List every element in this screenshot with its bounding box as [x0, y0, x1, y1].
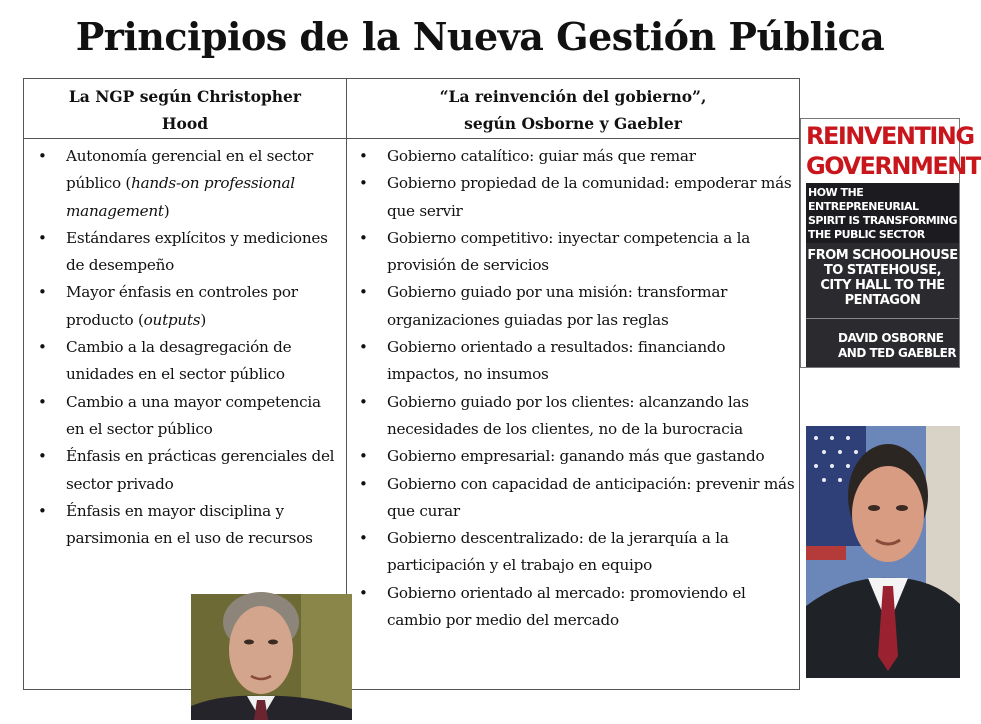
slide-title: Principios de la Nueva Gestión Pública	[75, 14, 885, 59]
hood-principle-item: • Énfasis en prácticas gerenciales del sector privado	[24, 443, 346, 498]
og-principle-item: • Gobierno orientado al mercado: promoviendo el cambio por medio del mercado	[347, 580, 799, 635]
book-authors: DAVID OSBORNE AND TED GAEBLER	[838, 331, 957, 360]
portrait-photo-left	[191, 594, 352, 720]
hood-principles-list	[24, 139, 346, 552]
portrait-left-illustration	[191, 594, 352, 720]
og-principle-item: • Gobierno competitivo: inyectar competencia a la provisión de servicios	[347, 225, 799, 280]
reinventing-government-book-cover	[800, 118, 981, 368]
book-tagline: FROM SCHOOLHOUSE TO STATEHOUSE, CITY HALL TO THE PENTAGON DAVID OSBORNE AND TED GAEBLER	[806, 243, 959, 367]
book-divider	[806, 318, 959, 319]
og-principle-item: • Gobierno empresarial: ganando más que gastando	[347, 443, 799, 470]
og-principle-item: • Gobierno guiado por una misión: transformar organizaciones guiadas por las reglas	[347, 279, 799, 334]
hood-principle-item: • Cambio a la desagregación de unidades en el sector público	[24, 334, 346, 389]
hood-column-header	[24, 79, 346, 139]
hood-principle-item: • Énfasis en mayor disciplina y parsimonia en el uso de recursos	[24, 498, 346, 553]
og-principle-item: • Gobierno guiado por los clientes: alcanzando las necesidades de los clientes, no de la burocracia	[347, 389, 799, 444]
og-principle-item: • Gobierno descentralizado: de la jerarquía a la participación y el trabajo en equipo	[347, 525, 799, 580]
hood-principle-item: • Mayor énfasis en controles por producto (outputs)	[24, 279, 346, 334]
og-header-line1: “La reinvención del gobierno”,	[439, 87, 707, 106]
book-title: REINVENTING GOVERNMENT	[806, 122, 981, 180]
og-principle-item: • Gobierno con capacidad de anticipación: prevenir más que curar	[347, 471, 799, 526]
hood-header-line2: Hood	[161, 114, 209, 133]
osborne-gaebler-column-header	[347, 79, 799, 139]
og-principle-item: • Gobierno orientado a resultados: financiando impactos, no insumos	[347, 334, 799, 389]
portrait-right-illustration	[806, 426, 960, 678]
hood-principle-item: • Estándares explícitos y mediciones de desempeño	[24, 225, 346, 280]
hood-principle-item: • Cambio a una mayor competencia en el sector público	[24, 389, 346, 444]
hood-principle-item: • Autonomía gerencial en el sector público (hands-on professional management)	[24, 143, 346, 225]
og-principle-item: • Gobierno propiedad de la comunidad: empoderar más que servir	[347, 170, 799, 225]
og-header-line2: según Osborne y Gaebler	[464, 114, 682, 133]
principles-table	[23, 78, 800, 690]
og-principles-list	[347, 139, 799, 634]
osborne-gaebler-column	[347, 79, 799, 689]
portrait-photo-right	[806, 426, 960, 678]
book-subtitle: HOW THE ENTREPRENEURIAL SPIRIT IS TRANSFORMING THE PUBLIC SECTOR	[806, 183, 959, 243]
og-principle-item: • Gobierno catalítico: guiar más que remar	[347, 143, 799, 170]
hood-header-line1: La NGP según Christopher	[68, 87, 302, 106]
